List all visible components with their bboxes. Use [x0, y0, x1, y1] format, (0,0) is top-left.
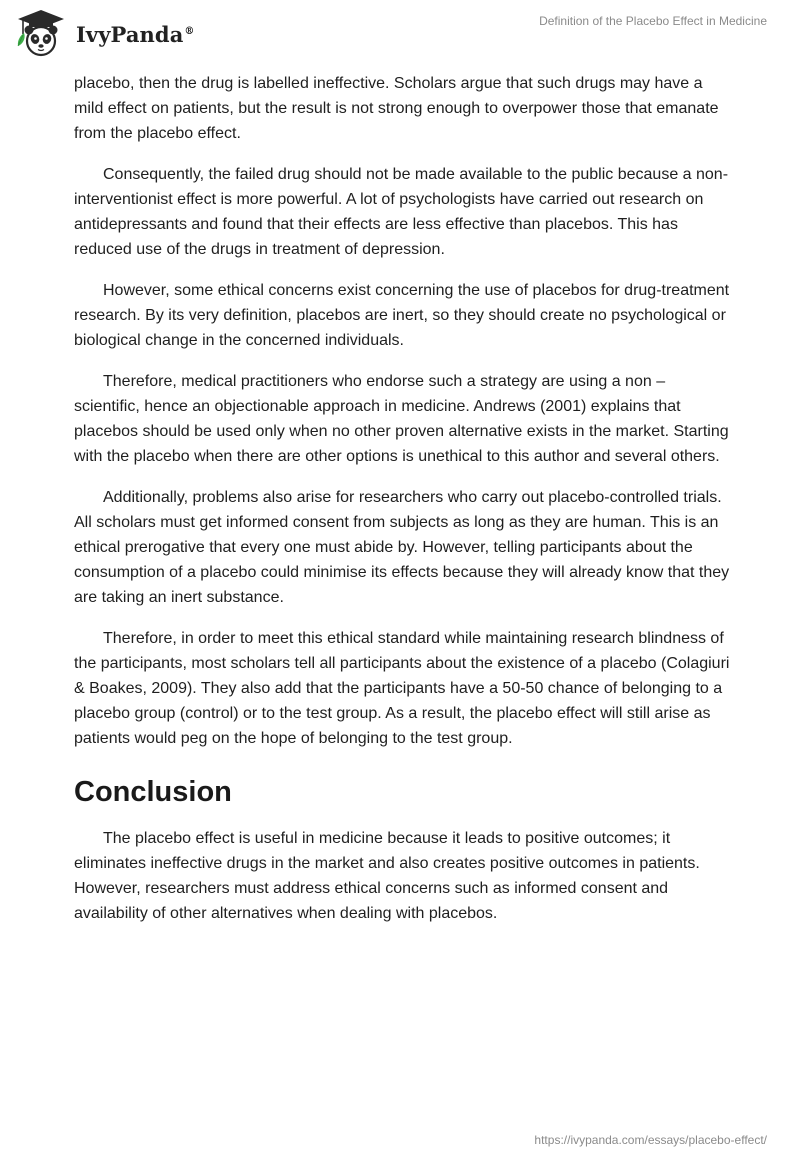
brand-name: IvyPanda®: [76, 21, 195, 47]
essay-paragraph: However, some ethical concerns exist concerning the use of placebos for drug-treatment research. By its very definition, placebos are inert, so they should create no psychological or biological change in the concerned individuals.: [74, 282, 730, 349]
essay-paragraph: Consequently, the failed drug should not be made available to the public because a non-interventionist effect is more powerful. A lot of psychologists have carried out research on antidepressants and found that their effects are less effective than placebos. This has reduced use of the drugs in treatment of depression.: [74, 166, 729, 258]
conclusion-heading: Conclusion: [74, 776, 232, 808]
conclusion-paragraph: The placebo effect is useful in medicine because it leads to positive outcomes; it eliminates ineffective drugs in the market and also creates positive outcomes in patients. However, researchers must address ethical concerns such as informed consent and availability of other alternatives when dealing with placebos.: [74, 830, 700, 922]
panda-graduation-cap-icon: [14, 8, 68, 58]
registered-mark: ®: [184, 25, 195, 37]
document-title: Definition of the Placebo Effect in Medicine: [539, 14, 767, 28]
source-url[interactable]: https://ivypanda.com/essays/placebo-effect/: [534, 1133, 767, 1147]
essay-paragraph: Therefore, in order to meet this ethical standard while maintaining research blindness of the participants, most scholars tell all participants about the existence of a placebo (Colagiuri & Boakes, 2009). They also add that the participants have a 50-50 chance of belonging to a placebo group (control) or to the test group. As a result, the placebo effect will still arise as patients would peg on the hope of belonging to the test group.: [74, 630, 730, 747]
page-header: [0, 0, 800, 66]
essay-paragraph: placebo, then the drug is labelled ineffective. Scholars argue that such drugs may have a mild effect on patients, but the result is not strong enough to overpower those that emanate from the placebo effect.: [74, 75, 719, 142]
essay-paragraph: Additionally, problems also arise for researchers who carry out placebo-controlled trials. All scholars must get informed consent from subjects as long as they are human. This is an ethical prerogative that every one must abide by. However, telling participants about the consumption of a placebo could minimise its effects because they will already know that they are taking an inert substance.: [74, 489, 730, 606]
essay-body: [74, 71, 734, 942]
essay-paragraph: Therefore, medical practitioners who endorse such a strategy are using a non – scientific, hence an objectionable approach in medicine. Andrews (2001) explains that placebos should be used only when no other proven alternative exists in the market. Starting with the placebo when there are other options is unethical to this author and several others.: [74, 373, 729, 465]
brand-logo[interactable]: [14, 8, 195, 58]
